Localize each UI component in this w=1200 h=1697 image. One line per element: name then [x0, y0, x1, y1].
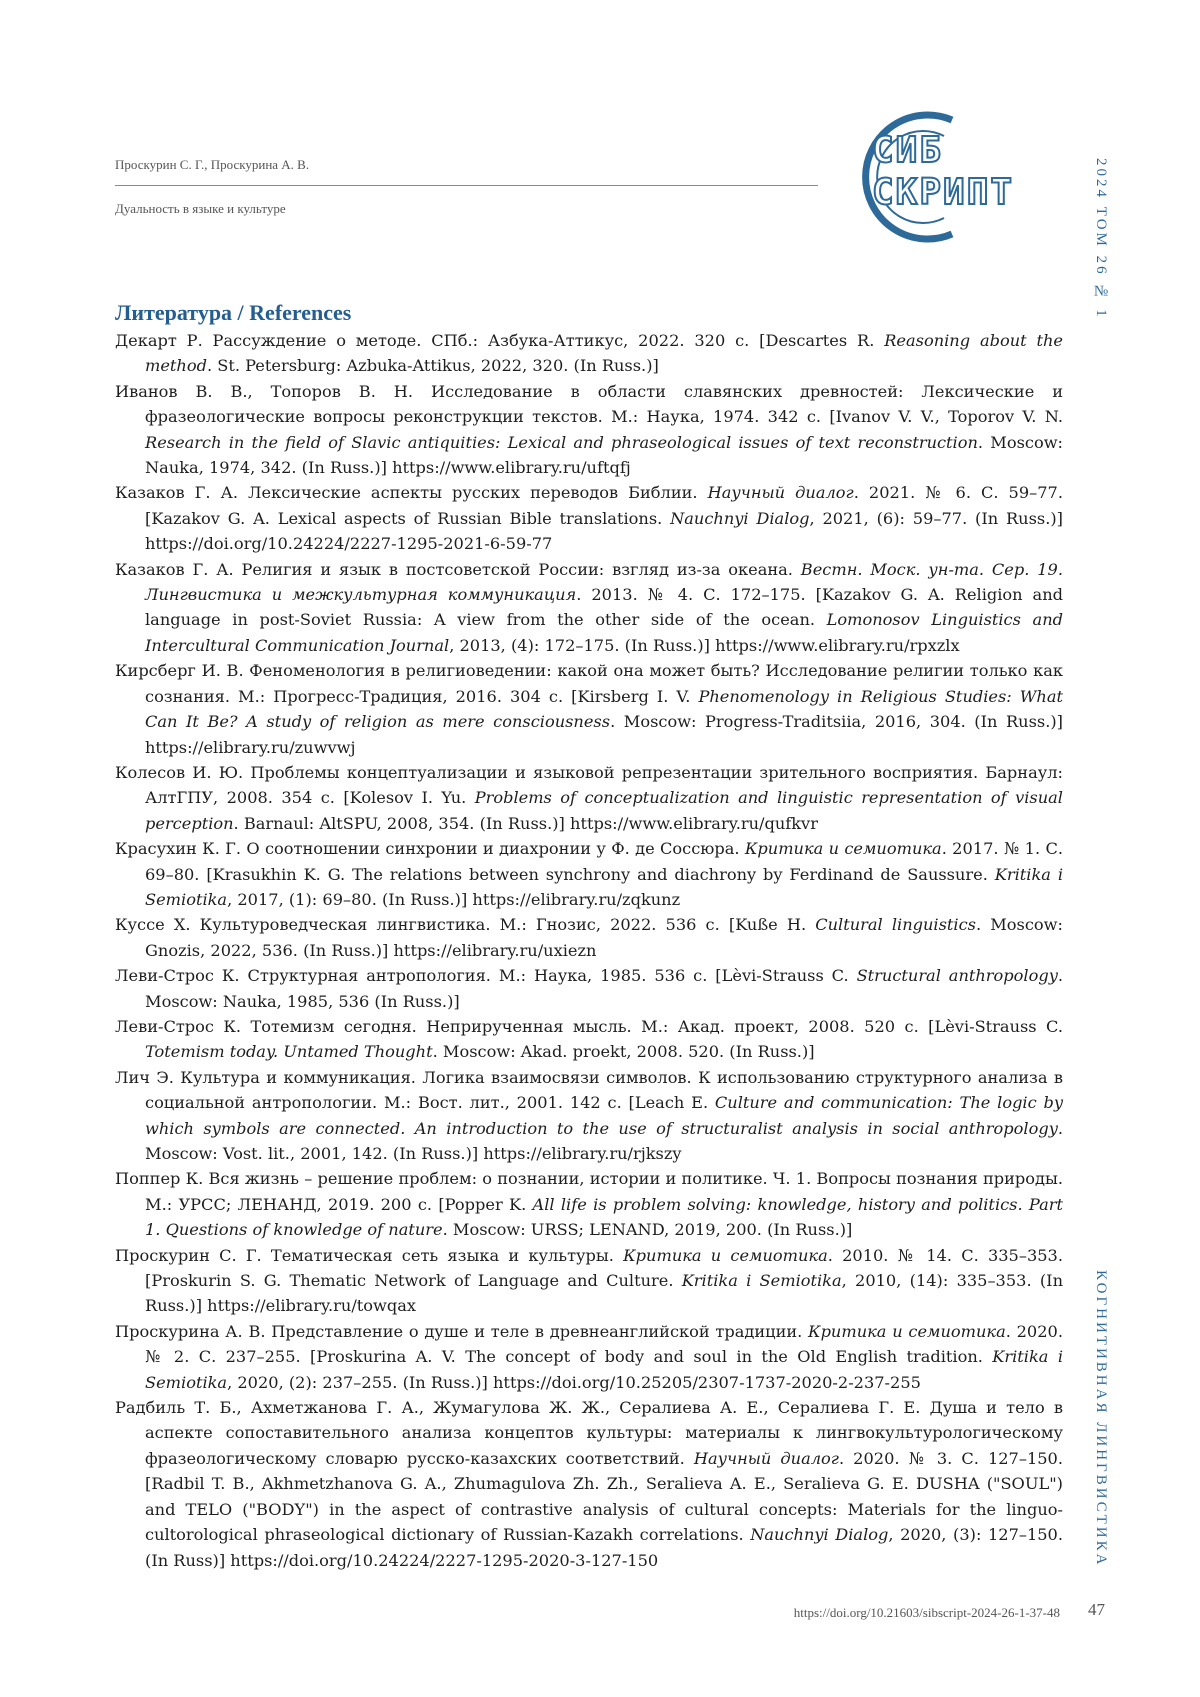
volume-label: 2024 ТОМ 26 № 1 — [1093, 158, 1109, 320]
reference-title-italic: Structural anthropology — [856, 966, 1058, 986]
reference-item — [115, 1243, 1063, 1319]
reference-text: Казаков Г. А. Религия и язык в постсоветской России: взгляд из-за океана. — [115, 559, 801, 579]
reference-text: . 2021. № 6. С. 59–77. [Kazakov G. A. Lexical aspects of Russian Bible translations. — [145, 483, 1063, 528]
running-head-authors: Проскурин С. Г., Проскурина А. В. — [115, 157, 310, 172]
reference-title-italic: Lomonosov Linguistics and Intercultural Communication Journal — [145, 610, 1063, 655]
reference-item — [115, 379, 1063, 481]
reference-text: , 2013, (4): 172–175. (In Russ.)] https://www.elibrary.ru/rpxzlx — [449, 635, 960, 655]
reference-title-italic: Kritika i Semiotika — [145, 1347, 1063, 1392]
reference-item — [115, 963, 1063, 1014]
reference-title-italic: Kritika i Semiotika — [681, 1271, 842, 1291]
reference-text: Проскурина А. В. Представление о душе и теле в древнеанглийской традиции. — [115, 1321, 809, 1341]
reference-text: , 2020, (2): 237–255. (In Russ.)] https://doi.org/10.25205/2307-1737-2020-2-237-255 — [227, 1372, 921, 1392]
reference-text: Колесов И. Ю. Проблемы концептуализации и языковой репрезентации зрительного восприятия. Барнаул: АлтГПУ, 2008. 354 с. [Kolesov I. Yu. — [115, 762, 1063, 808]
reference-text: . Moscow: URSS; LENAND, 2019, 200. (In Russ.)] — [442, 1220, 853, 1240]
reference-item — [115, 658, 1063, 760]
reference-text: Лич Э. Культура и коммуникация. Логика взаимосвязи символов. К использованию структурного анализа в социальной антропологии. М.: Вост. лит., 2001. 142 с. [Leach E. — [115, 1067, 1063, 1113]
reference-text: , 2017, (1): 69–80. (In Russ.)] https://elibrary.ru/zqkunz — [227, 889, 681, 909]
reference-text: . 2017. № 1. С. 69–80. [Krasukhin K. G. The relations between synchrony and diachrony by Ferdinand de Saussure. — [145, 839, 1063, 884]
reference-title-italic: Reasoning about the method — [145, 331, 1063, 376]
reference-title-italic: Вестн. Моск. ун-та. Сер. 19. Лингвистика и межкультурная коммуникация — [145, 559, 1063, 605]
logo-line-1: СИБ — [872, 130, 944, 171]
reference-text: . Barnaul: AltSPU, 2008, 354. (In Russ.)] https://www.elibrary.ru/qufkvr — [233, 813, 818, 833]
reference-text: Декарт Р. Рассуждение о методе. СПб.: Азбука-Аттикус, 2022. 320 с. [Descartes R. — [115, 331, 885, 350]
reference-item — [115, 1395, 1063, 1573]
reference-item — [115, 836, 1063, 912]
header-divider — [115, 185, 818, 186]
running-head-rubric: Дуальность в языке и культуре — [115, 201, 286, 216]
reference-text: . 2020. № 2. С. 237–255. [Proskurina A. V. The concept of body and soul in the Old English tradition. — [145, 1321, 1063, 1367]
references-heading: Литература / References — [115, 300, 352, 325]
reference-title-italic: Totemism today. Untamed Thought — [145, 1042, 433, 1062]
reference-text: . Moscow: Akad. proekt, 2008. 520. (In Russ.)] — [432, 1042, 815, 1062]
reference-text: . 2020. № 3. С. 127–150. [Radbil T. B., Akhmetzhanova G. A., Zhumagulova Zh. Zh., Seralieva A. E., Seralieva G. E. DUSHA ("SOUL") and TELO ("BODY") in the aspect of contrastive analysis of cultural concepts: Materials for the linguo-cultorological phraseological dictionary of Russian-Kazakh correlations. — [145, 1448, 1063, 1545]
reference-text: Леви-Строс К. Тотемизм сегодня. Неприрученная мысль. М.: Акад. проект, 2008. 520 с. [Lèvi-Strauss C. — [115, 1016, 1063, 1036]
reference-title-italic: Problems of conceptualization and linguistic representation of visual perception — [145, 788, 1063, 833]
reference-text: . Moscow: Nauka, 1985, 536 (In Russ.)] — [145, 966, 1063, 1011]
reference-text: . Moscow: Vost. lit., 2001, 142. (In Russ.)] https://elibrary.ru/rjkszy — [145, 1118, 1063, 1163]
references-list — [115, 328, 1063, 1573]
reference-text: . Moscow: Gnozis, 2022, 536. (In Russ.)] https://elibrary.ru/uxiezn — [145, 915, 1063, 960]
reference-text: Поппер К. Вся жизнь – решение проблем: о познании, истории и политике. Ч. 1. Вопросы познания природы. М.: УРСС; ЛЕНАНД, 2019. 200 с. [Popper K. — [115, 1169, 1063, 1214]
reference-title-italic: Nauchnyi Dialog — [750, 1525, 889, 1545]
reference-text: . 2010. № 14. С. 335–353. [Proskurin S. G. Thematic Network of Language and Culture. — [145, 1245, 1063, 1291]
reference-text: , 2020, (3): 127–150. (In Russ)] https://doi.org/10.24224/2227-1295-2020-3-127-150 — [145, 1525, 1064, 1570]
reference-item — [115, 1014, 1063, 1065]
reference-item — [115, 1166, 1063, 1242]
reference-title-italic: Culture and communication: The logic by which symbols are connected. An introduction to the use of structuralist analysis in social anthropology — [145, 1093, 1063, 1138]
reference-title-italic: Научный диалог — [693, 1448, 839, 1468]
reference-title-italic: Phenomenology in Religious Studies: What Can It Be? A study of religion as mere consciousness — [145, 686, 1063, 732]
reference-text: Куссе Х. Культуроведческая лингвистика. М.: Гнозис, 2022. 536 с. [Kuße H. — [115, 915, 816, 935]
reference-text: Леви-Строс К. Структурная антропология. М.: Наука, 1985. 536 с. [Lèvi-Strauss C. — [115, 966, 857, 986]
reference-item — [115, 480, 1063, 556]
reference-item — [115, 760, 1063, 836]
reference-title-italic: Критика и семиотика — [623, 1245, 828, 1265]
reference-text: , 2010, (14): 335–353. (In Russ.)] https://elibrary.ru/towqax — [145, 1271, 1063, 1316]
reference-text: Казаков Г. А. Лексические аспекты русских переводов Библии. — [115, 483, 708, 503]
footer-doi[interactable]: https://doi.org/10.21603/sibscript-2024-26-1-37-48 — [793, 1605, 1060, 1620]
reference-title-italic: Kritika i Semiotika — [145, 864, 1063, 909]
reference-text: . 2013. № 4. С. 172–175. [Kazakov G. A. Religion and language in post-Soviet Russia: A view from the other side of the ocean. — [145, 585, 1063, 630]
reference-item — [115, 328, 1063, 379]
journal-logo — [832, 102, 1062, 252]
reference-text: , 2021, (6): 59–77. (In Russ.)] https://doi.org/10.24224/2227-1295-2021-6-59-77 — [145, 508, 1064, 554]
reference-item — [115, 1065, 1063, 1167]
reference-title-italic: All life is problem solving: knowledge, history and politics. Part 1. Questions of knowledge of nature — [145, 1194, 1063, 1240]
reference-text: Красухин К. Г. О соотношении синхронии и диахронии у Ф. де Соссюра. — [115, 839, 745, 859]
reference-title-italic: Критика и семиотика — [808, 1321, 1006, 1341]
reference-text: Радбиль Т. Б., Ахметжанова Г. А., Жумагулова Ж. Ж., Сералиева А. Е., Сералиева Г. Е. Душа и тело в аспекте сопоставительного анализа концептов культуры: материалы к лингвокультурологическому фразеологическому словарю русско-казахских соответствий. — [115, 1398, 1063, 1468]
reference-text: Кирсберг И. В. Феноменология в религиоведении: какой она может быть? Исследование религии только как сознания. М.: Прогресс-Традиция, 2016. 304 с. [Kirsberg I. V. — [115, 661, 1063, 706]
logo-line-2: СКРИПТ — [872, 172, 1015, 213]
reference-item — [115, 1319, 1063, 1395]
reference-item — [115, 912, 1063, 963]
reference-text: . Moscow: Progress-Traditsiia, 2016, 304. (In Russ.)] https://elibrary.ru/zuwvwj — [145, 712, 1063, 757]
reference-text: Иванов В. В., Топоров В. Н. Исследование в области славянских древностей: Лексические и фразеологические вопросы реконструкции текстов. М.: Наука, 1974. 342 с. [Ivanov V. V., Toporov V. N. — [115, 381, 1063, 427]
reference-title-italic: Научный диалог — [707, 483, 854, 503]
reference-title-italic: Критика и семиотика — [744, 839, 942, 859]
reference-title-italic: Cultural linguistics — [815, 915, 976, 935]
page-number: 47 — [1088, 1600, 1105, 1619]
reference-text: . Moscow: Nauka, 1974, 342. (In Russ.)] https://www.elibrary.ru/uftqfj — [145, 432, 1064, 478]
reference-item — [115, 557, 1063, 659]
section-label: КОГНИТИВНАЯ ЛИНГВИСТИКА — [1093, 1270, 1109, 1568]
reference-title-italic: Research in the field of Slavic antiquities: Lexical and phraseological issues of text reconstruction — [145, 432, 978, 452]
reference-title-italic: Nauchnyi Dialog — [670, 508, 810, 528]
reference-text: Проскурин С. Г. Тематическая сеть языка и культуры. — [115, 1245, 624, 1265]
reference-text: . St. Petersburg: Azbuka-Attikus, 2022, 320. (In Russ.)] — [206, 356, 659, 376]
